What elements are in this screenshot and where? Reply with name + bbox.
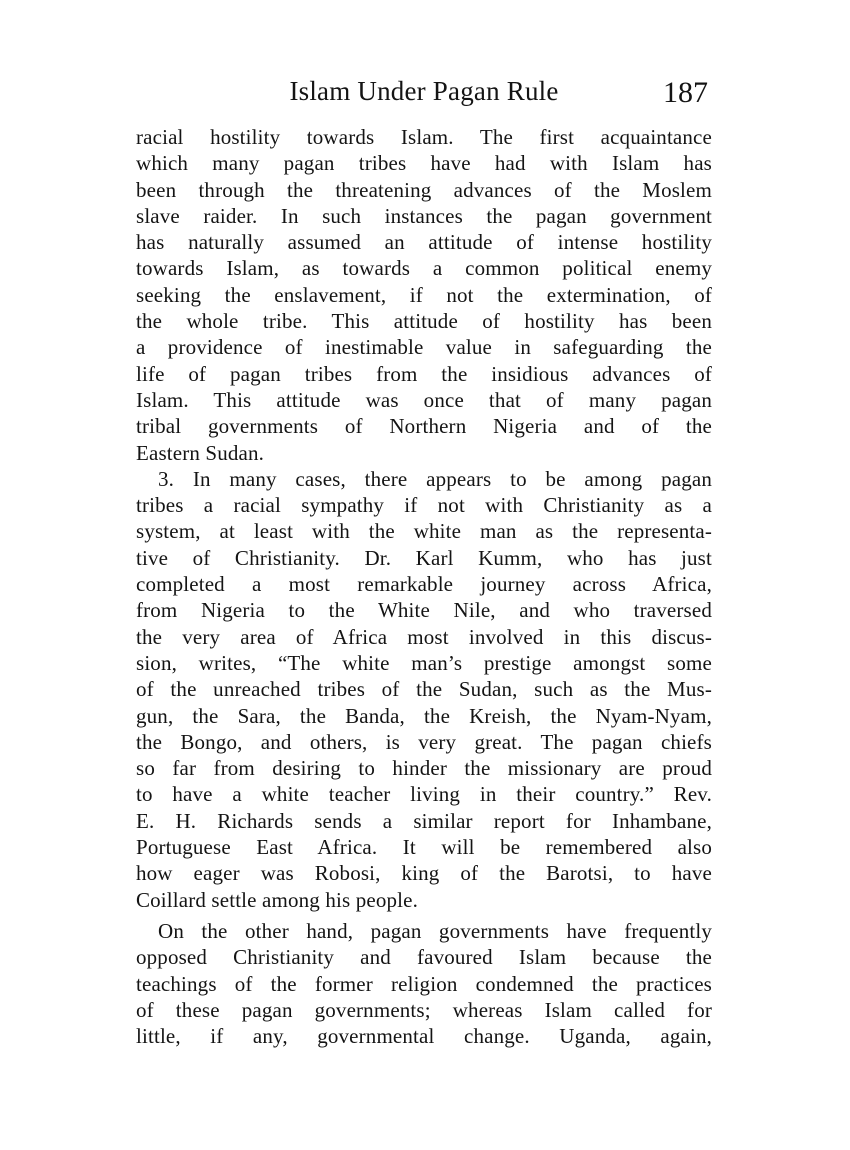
text-line: which many pagan tribes have had with Islam has — [136, 151, 712, 176]
text-line: how eager was Robosi, king of the Barotsi, to have — [136, 861, 712, 886]
text-line: the Bongo, and others, is very great. The pagan chiefs — [136, 729, 712, 754]
running-title: Islam Under Pagan Rule — [289, 76, 559, 106]
text-line: sion, writes, “The white man’s prestige amongst some — [136, 650, 712, 675]
paragraph — [136, 466, 712, 913]
text-line: completed a most remarkable journey across Africa, — [136, 572, 712, 597]
text-line: Coillard settle among his people. — [136, 887, 418, 912]
text-line: to have a white teacher living in their country.” Rev. — [136, 782, 712, 807]
text-line: opposed Christianity and favoured Islam because the — [136, 945, 712, 970]
text-line: gun, the Sara, the Banda, the Kreish, the Nyam-Nyam, — [136, 703, 712, 728]
text-line: from Nigeria to the White Nile, and who traversed — [136, 598, 712, 623]
text-line: the whole tribe. This attitude of hostility has been — [136, 309, 712, 334]
text-line: life of pagan tribes from the insidious advances of — [136, 361, 712, 386]
text-line: 3. In many cases, there appears to be among pagan — [158, 466, 712, 491]
body-text — [136, 124, 712, 1049]
text-line: tive of Christianity. Dr. Karl Kumm, who has just — [136, 545, 712, 570]
text-line: racial hostility towards Islam. The first acquaintance — [136, 125, 712, 149]
text-line: towards Islam, as towards a common political enemy — [136, 256, 712, 281]
text-line: Eastern Sudan. — [136, 440, 265, 465]
text-line: tribal governments of Northern Nigeria and of the — [136, 414, 712, 439]
text-line: slave raider. In such instances the pagan government — [136, 203, 712, 228]
text-line: Islam. This attitude was once that of many pagan — [136, 387, 712, 412]
paragraph — [136, 918, 712, 1049]
text-line: tribes a racial sympathy if not with Christianity as a — [136, 493, 712, 518]
paragraph — [136, 124, 712, 466]
text-line: of these pagan governments; whereas Islam called for — [136, 997, 712, 1022]
text-line: has naturally assumed an attitude of intense hostility — [136, 230, 712, 255]
page-number: 187 — [663, 76, 708, 109]
text-line: so far from desiring to hinder the missionary are proud — [136, 756, 712, 781]
text-line: Portuguese East Africa. It will be remembered also — [136, 835, 712, 860]
text-line: little, if any, governmental change. Uganda, again, — [136, 1024, 712, 1049]
text-line: the very area of Africa most involved in this discus- — [136, 624, 712, 649]
text-line: seeking the enslavement, if not the extermination, of — [136, 282, 712, 307]
text-line: of the unreached tribes of the Sudan, such as the Mus- — [136, 677, 712, 702]
text-line: On the other hand, pagan governments have frequently — [158, 918, 712, 943]
text-line: system, at least with the white man as the representa- — [136, 519, 712, 544]
text-line: been through the threatening advances of the Moslem — [136, 177, 712, 202]
text-line: teachings of the former religion condemned the practices — [136, 971, 712, 996]
running-head — [136, 74, 712, 110]
text-line: E. H. Richards sends a similar report for Inhambane, — [136, 808, 712, 833]
text-line: a providence of inestimable value in safeguarding the — [136, 335, 712, 360]
